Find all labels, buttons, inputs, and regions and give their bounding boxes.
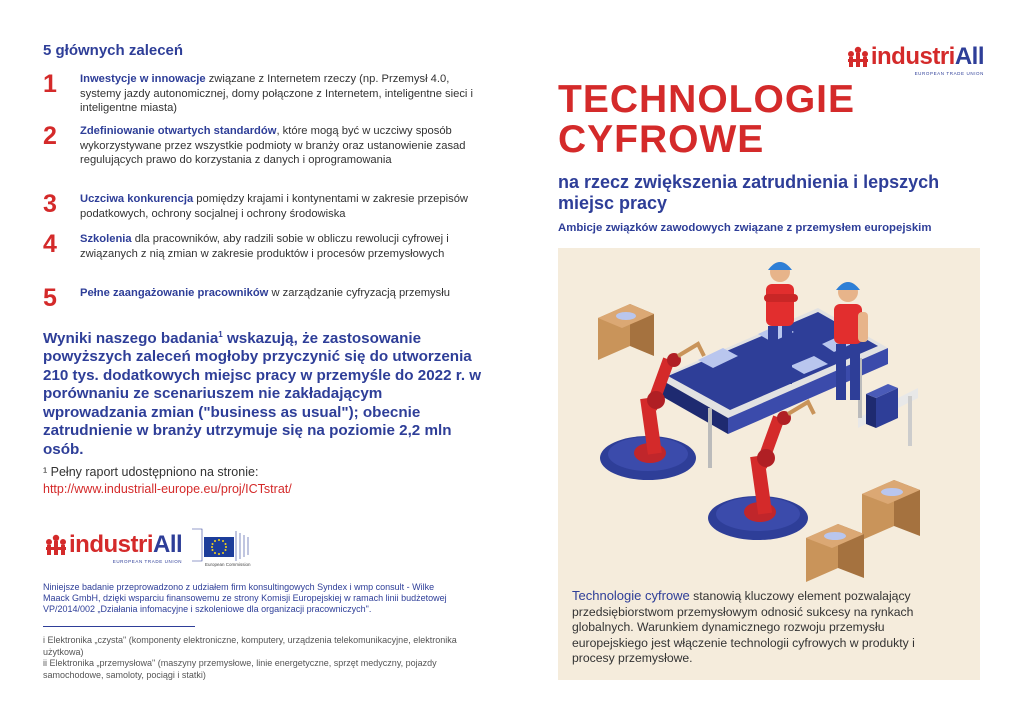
recommendation-text: w zarządzanie cyfryzacją przemysłu: [268, 287, 450, 299]
report-link[interactable]: http://www.industriall-europe.eu/proj/ICTstrat/: [43, 482, 292, 496]
industriall-emblem-icon: [43, 532, 69, 558]
logo-word-a: industri: [870, 43, 955, 70]
illustration-caption: [572, 588, 952, 667]
endnote-2: ii Elektronika „przemysłowa" (maszyny przemysłowe, linie energetyczne, sprzęt medyczny, pojazdy samochodowe, samoloty, pociągi i statki): [43, 658, 437, 680]
recommendation-text: związane z Internetem rzeczy (np. Przemysł 4.0, systemy jazdy autonomicznej, domy połączone z Internetem, inteligentne sieci i inteligentne miasta): [80, 73, 473, 115]
recommendation-text: dla pracowników, aby radzili sobie w obliczu rewolucji cyfrowej i związanych z nią zmian w zakresie produktów i procesów przemysłowych: [80, 233, 449, 260]
recommendation-2: [43, 124, 483, 168]
endnote-1: i Elektronika „czysta" (komponenty elektroniczne, komputery, urządzenia telekomunikacyjne, elektronika użytkowa): [43, 635, 457, 657]
logo-word-b: All: [153, 531, 183, 558]
caption-text: stanowią kluczowy element pozwalający przedsiębiorstwom przemysłowym odnosić sukcesy na rynkach globalnych. Warunkiem dynamicznego rozwoju przemysłu europejskiego jest włączenie technologii cyfrowych w produkty i procesy przemysłowe.: [572, 589, 915, 666]
logo-word-a: industri: [69, 531, 153, 558]
main-title: TECHNOLOGIE CYFROWE: [558, 78, 856, 161]
subtitle: na rzecz zwiększenia zatrudnienia i lepszych miejsc pracy: [558, 172, 940, 213]
right-page: [512, 0, 1024, 725]
logo-subtitle: EUROPEAN TRADE UNION: [914, 71, 984, 76]
recommendation-title: Pełne zaangażowanie pracowników: [80, 287, 269, 299]
footnote-ref: 1: [218, 330, 223, 339]
recommendation-title: Zdefiniowanie otwartych standardów: [80, 125, 277, 137]
industriall-emblem-icon: [845, 44, 871, 70]
logo-subtitle: EUROPEAN TRADE UNION: [112, 559, 183, 564]
findings-paragraph: Wyniki naszego badania$^1$ wskazują, że zastosowanie powyższych zaleceń mogłoby przyczynić się do utworzenia 210 tys. dodatkowych miejsc pracy w przemyśle do 2022 r. w porównaniu ze scenariuszem nie zakładającym wprowadzania zmian ("business as usual"); obecnie zatrudnienie w branży utrzymuje się na poziomie 2,2 mln osób.: [43, 330, 482, 458]
recommendation-number: 1: [43, 70, 57, 98]
eu-flag-icon: [190, 525, 262, 575]
recommendation-text: , które mogą być w uczciwy sposób wykorzystywane przez wszystkie podmioty w branży oraz ustanowienie zasad regulujących prawo do korzystania z danych i oprogramowania: [80, 125, 466, 167]
recommendation-4: [43, 232, 483, 261]
recommendation-title: Uczciwa konkurencja: [80, 193, 194, 205]
recommendations-heading: 5 głównych zaleceń: [43, 42, 184, 59]
footnote-label: ¹ Pełny raport udostępniono na stronie:: [43, 465, 259, 479]
study-note: Niniejsze badanie przeprowadzono z udziałem firm konsultingowych Syndex i wmp consult - Wilke Maack GmbH, dzięki wsparciu finansowemu ze strony Komisji Europejskiej w ramach linii budżetowej VP/2014/002 „Działania infomacyjne i szkoleniowe dla organizacji pracowniczych".: [43, 582, 447, 615]
recommendation-5: [43, 284, 483, 312]
tagline: Ambicje związków zawodowych związane z przemysłem europejskim: [558, 222, 932, 234]
eu-caption: European Commission: [205, 562, 251, 567]
recommendation-1: [43, 72, 483, 116]
factory-illustration: [558, 248, 980, 680]
divider: [43, 626, 195, 627]
recommendation-3: [43, 192, 483, 221]
recommendation-title: Inwestycje w innowacje: [80, 73, 206, 85]
recommendation-title: Szkolenia: [80, 233, 132, 245]
industriall-logo: [845, 44, 984, 76]
caption-lead: Technologie cyfrowe: [572, 588, 690, 603]
recommendation-number: 5: [43, 284, 57, 312]
recommendation-number: 2: [43, 122, 57, 150]
industriall-logo: [43, 532, 182, 564]
recommendation-number: 3: [43, 190, 57, 218]
logo-word-b: All: [954, 43, 984, 70]
recommendation-number: 4: [43, 230, 57, 258]
endnotes: [43, 635, 463, 681]
recommendation-text: pomiędzy krajami i kontynentami w zakresie przepisów podatkowych, ochrony socjalnej i ochrony środowiska: [80, 193, 468, 220]
